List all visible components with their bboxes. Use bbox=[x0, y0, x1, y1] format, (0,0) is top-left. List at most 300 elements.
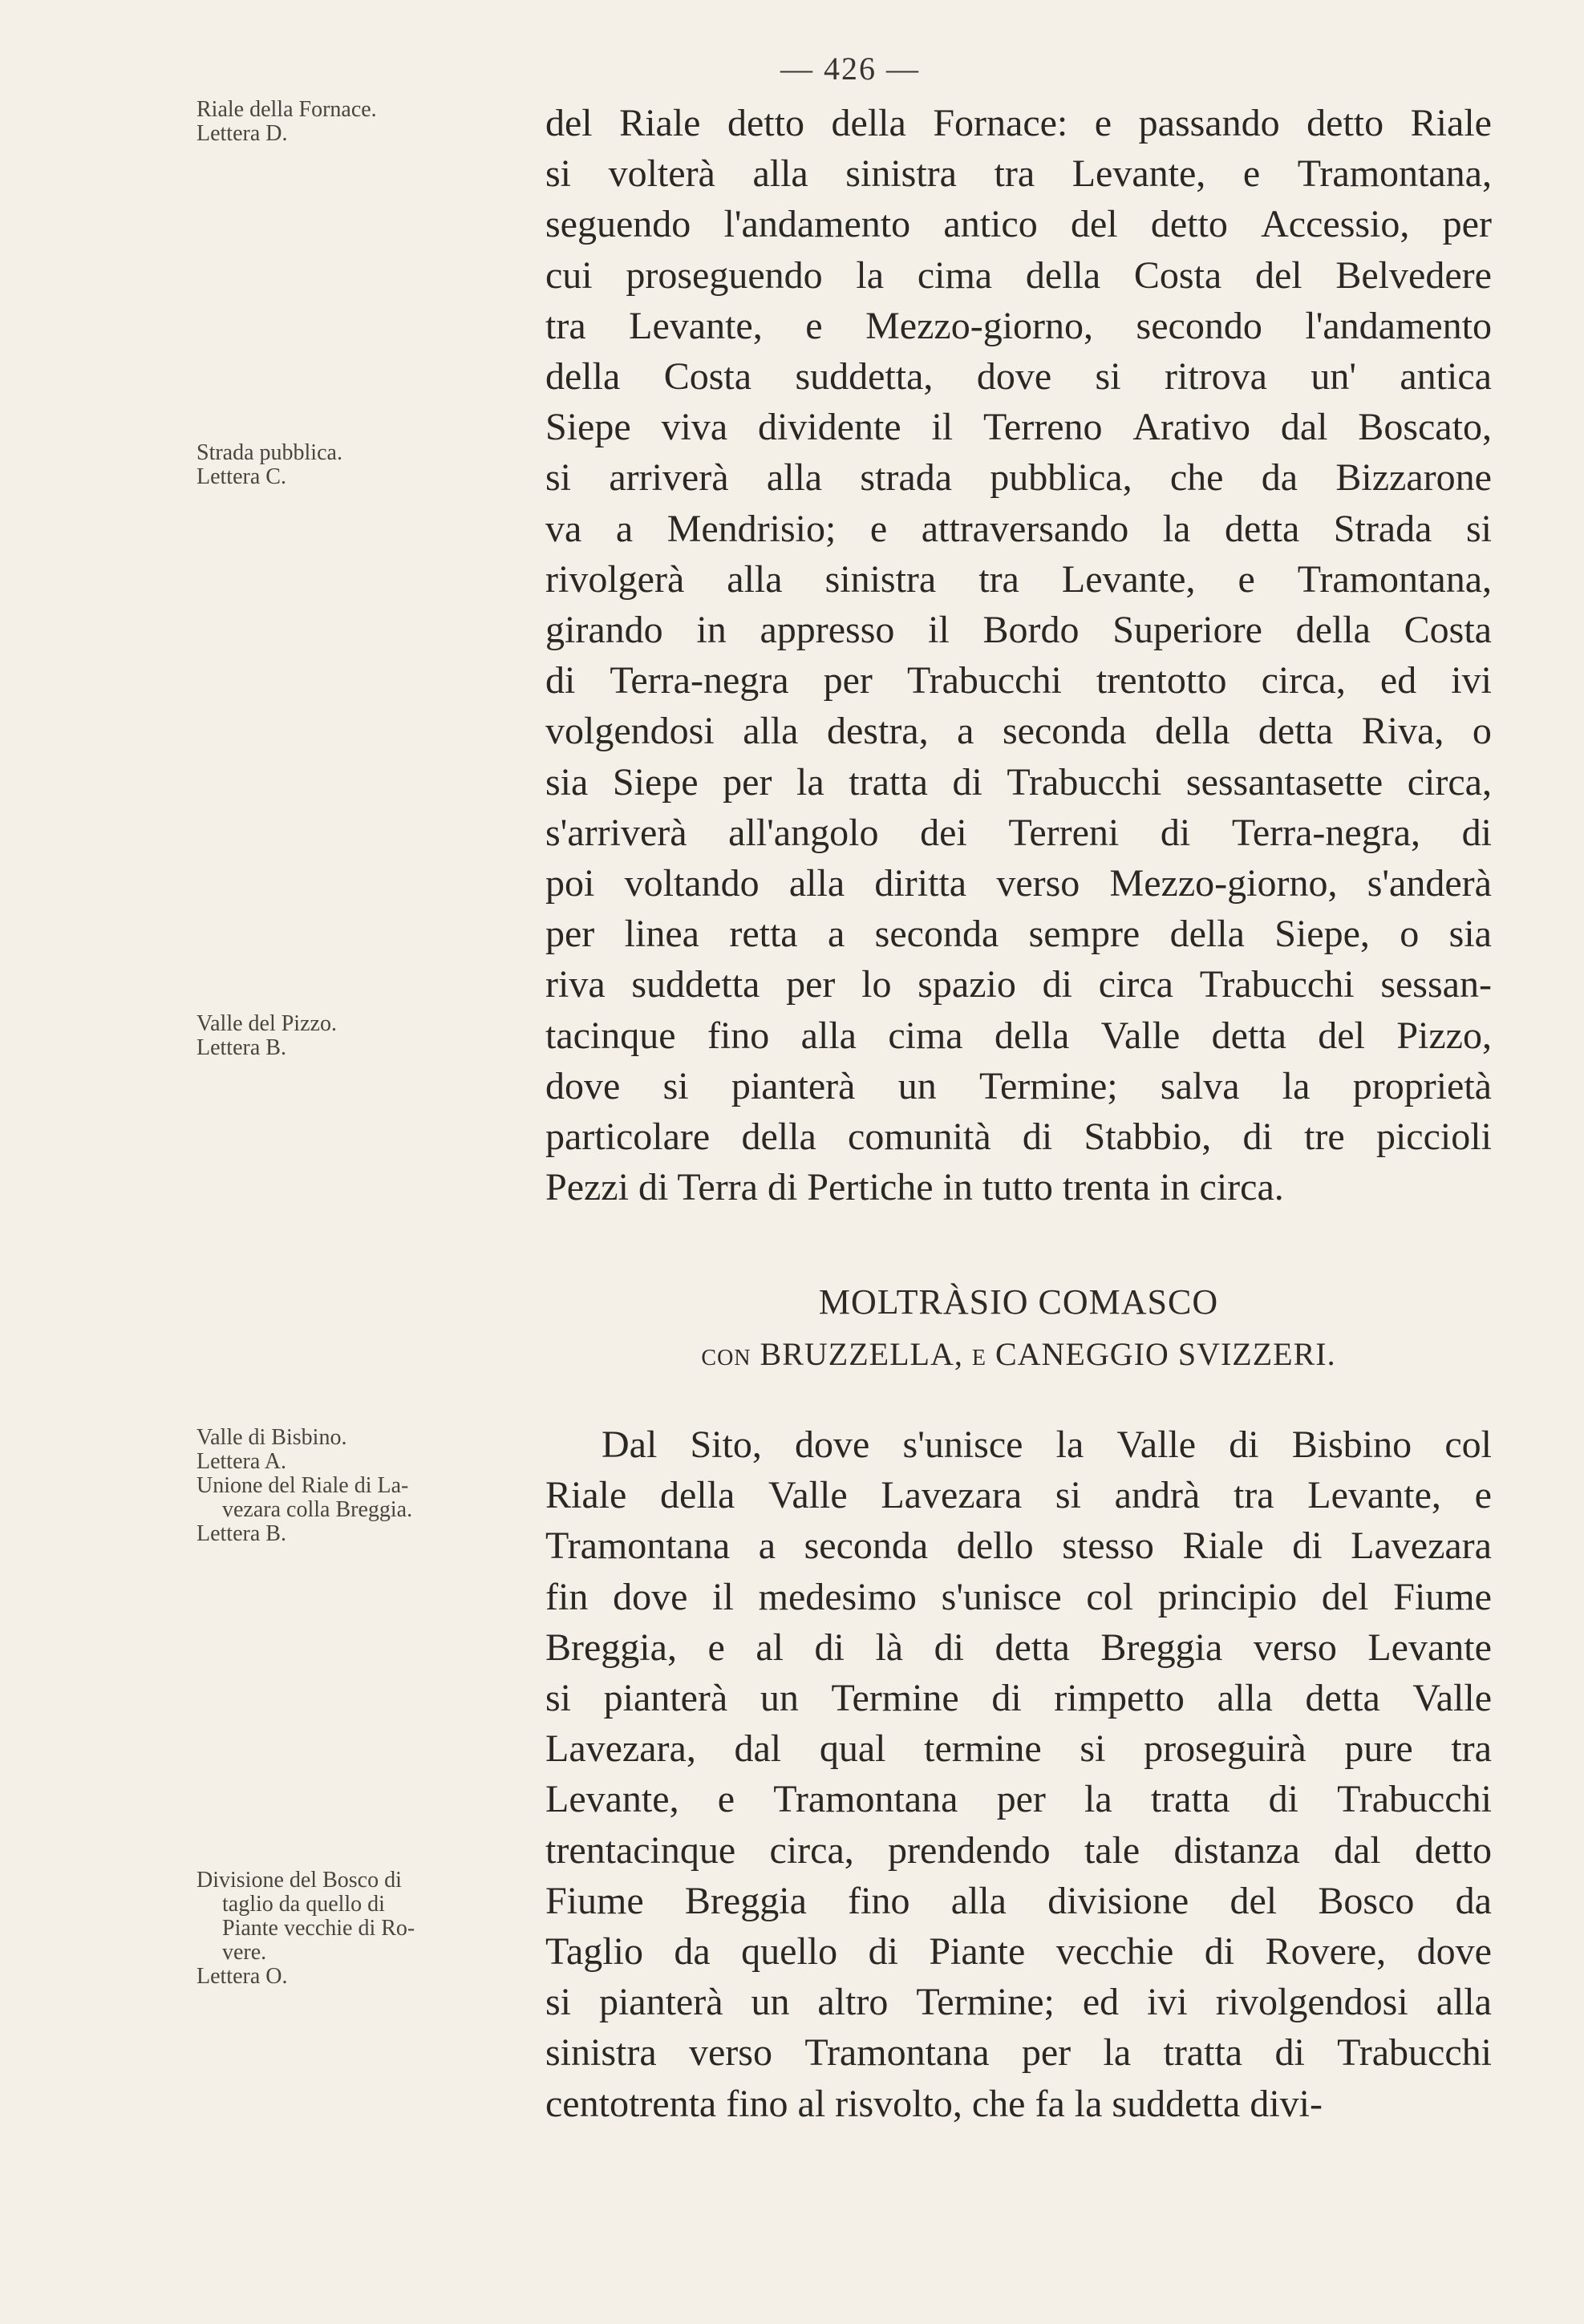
word: Valle bbox=[768, 1474, 848, 1517]
word: seguendo bbox=[545, 203, 691, 246]
word: sempre bbox=[1028, 913, 1140, 956]
text-line bbox=[545, 858, 1492, 909]
text-line bbox=[545, 2027, 1492, 2078]
word: di bbox=[1160, 811, 1191, 854]
word: del bbox=[1230, 1879, 1278, 1922]
word: Riva, bbox=[1361, 710, 1444, 753]
word: Termine; bbox=[916, 1981, 1055, 2024]
text-line: Pezzi di Terra di Pertiche in tutto trenta in circa. bbox=[545, 1166, 1284, 1209]
word: ivi bbox=[1147, 1981, 1188, 2024]
word: va bbox=[545, 507, 582, 550]
text-line bbox=[545, 909, 1492, 959]
word: la bbox=[1055, 1423, 1084, 1466]
word: antica bbox=[1400, 355, 1492, 399]
word: la bbox=[1103, 2031, 1132, 2075]
word: proprietà bbox=[1352, 1064, 1492, 1107]
word: cima bbox=[888, 1014, 963, 1057]
word: e bbox=[1474, 1474, 1492, 1517]
word: circa, bbox=[1261, 659, 1346, 702]
text-line bbox=[545, 1876, 1492, 1926]
word: salva bbox=[1160, 1064, 1240, 1107]
word: poi bbox=[545, 862, 595, 905]
text-line bbox=[545, 351, 1492, 402]
text-line bbox=[545, 250, 1492, 301]
word: distanza bbox=[1173, 1828, 1300, 1872]
word: dove bbox=[613, 1575, 688, 1618]
word: un bbox=[897, 1064, 937, 1107]
margin-note-line: Lettera A. bbox=[196, 1449, 286, 1474]
word: e bbox=[1238, 557, 1255, 601]
word: di bbox=[934, 1626, 964, 1669]
margin-note-line: Valle di Bisbino. bbox=[196, 1425, 347, 1450]
text-line bbox=[545, 148, 1492, 199]
word: ed bbox=[1379, 659, 1417, 702]
word: Bosco bbox=[1318, 1879, 1415, 1922]
word: Mezzo-giorno, bbox=[1109, 862, 1338, 905]
word: Terreno bbox=[982, 406, 1103, 449]
word: dal bbox=[734, 1727, 782, 1771]
word: un' bbox=[1311, 355, 1356, 399]
word: a bbox=[827, 913, 845, 956]
word: l'andamento bbox=[723, 203, 911, 246]
word: il bbox=[712, 1575, 734, 1618]
word: termine bbox=[924, 1727, 1042, 1771]
text-line bbox=[545, 98, 1492, 148]
section-title: MOLTRÀSIO COMASCO bbox=[818, 1282, 1219, 1322]
word: attraversando bbox=[921, 507, 1129, 550]
word: per bbox=[823, 659, 873, 702]
word: riva bbox=[545, 963, 606, 1006]
word: ed bbox=[1082, 1981, 1120, 2024]
word: della bbox=[994, 1014, 1070, 1057]
word: Siepe bbox=[545, 406, 631, 449]
margin-note-line: Riale della Fornace. bbox=[196, 97, 377, 122]
word: si bbox=[1095, 355, 1121, 399]
margin-note-line: Lettera O. bbox=[196, 1964, 288, 1989]
text-line bbox=[545, 1774, 1492, 1824]
word: cui bbox=[545, 253, 593, 297]
margin-note-divisione-bosco bbox=[196, 1869, 509, 1989]
word: si bbox=[545, 1981, 572, 2024]
word: per bbox=[786, 963, 836, 1006]
word: Termine bbox=[831, 1677, 959, 1720]
text-line bbox=[545, 199, 1492, 249]
word: pianterà bbox=[603, 1677, 728, 1720]
word: Stabbio, bbox=[1084, 1115, 1212, 1159]
word: pubblica, bbox=[990, 456, 1132, 500]
word: Trabucchi bbox=[1199, 963, 1355, 1006]
subtitle-con: CON bbox=[701, 1346, 751, 1371]
word: ritrova bbox=[1164, 355, 1267, 399]
word: Tramontana bbox=[804, 2031, 990, 2075]
word: del bbox=[545, 102, 593, 144]
word: spazio bbox=[918, 963, 1016, 1006]
word: della bbox=[1155, 710, 1230, 753]
word: Pizzo, bbox=[1396, 1014, 1492, 1057]
subtitle-e: E bbox=[971, 1346, 986, 1371]
margin-note-line: vere. bbox=[222, 1940, 267, 1965]
word: fin bbox=[545, 1575, 589, 1618]
word: particolare bbox=[545, 1115, 711, 1159]
word: dove bbox=[545, 1064, 621, 1107]
word: Fiume bbox=[1393, 1575, 1492, 1618]
word: pianterà bbox=[598, 1981, 723, 2024]
word: la bbox=[796, 760, 824, 804]
word: di bbox=[1268, 1778, 1298, 1821]
word: qual bbox=[819, 1727, 886, 1771]
word: Terra-negra, bbox=[1231, 811, 1420, 854]
margin-note-line: Lettera D. bbox=[196, 121, 288, 146]
word: per bbox=[996, 1778, 1046, 1821]
section-subtitle bbox=[545, 1335, 1492, 1373]
word: la bbox=[856, 253, 885, 297]
word: del bbox=[1321, 1575, 1369, 1618]
word: Riale bbox=[1410, 102, 1492, 144]
word: e bbox=[1242, 152, 1261, 196]
word: Accessio, bbox=[1261, 203, 1410, 246]
word: Fornace: bbox=[933, 102, 1068, 144]
word: Trabucchi bbox=[1337, 1778, 1492, 1821]
word: Levante, bbox=[545, 1778, 679, 1821]
margin-note-line: Unione del Riale di La- bbox=[196, 1473, 409, 1498]
word: della bbox=[545, 355, 621, 399]
word: alla bbox=[766, 456, 823, 500]
word: Trabucchi bbox=[1337, 2031, 1492, 2075]
text-line bbox=[545, 808, 1492, 858]
word: il bbox=[931, 406, 954, 449]
word: Riale bbox=[619, 102, 701, 144]
word: rimpetto bbox=[1054, 1677, 1185, 1720]
word: e bbox=[869, 507, 888, 550]
word: Riale bbox=[545, 1474, 627, 1517]
text-line bbox=[545, 1926, 1492, 1977]
text-line bbox=[545, 1723, 1492, 1774]
word: detta bbox=[1211, 1014, 1286, 1057]
word: di bbox=[1242, 1115, 1273, 1159]
word: di bbox=[991, 1677, 1022, 1720]
word: da bbox=[674, 1930, 711, 1974]
word: cima bbox=[917, 253, 993, 297]
word: fino bbox=[707, 1014, 770, 1057]
word: della bbox=[1025, 253, 1101, 297]
word: sessan- bbox=[1380, 963, 1492, 1006]
word: Belvedere bbox=[1335, 253, 1492, 297]
word: Termine; bbox=[979, 1064, 1118, 1107]
word: si bbox=[662, 1064, 689, 1107]
text-line bbox=[545, 301, 1492, 351]
word: e bbox=[805, 304, 823, 347]
word: e bbox=[1094, 102, 1112, 144]
word: Riale bbox=[1182, 1524, 1264, 1568]
margin-note-valle-pizzo bbox=[196, 1012, 509, 1060]
margin-note-line: Divisione del Bosco di bbox=[196, 1868, 402, 1893]
word: dove bbox=[976, 355, 1052, 399]
word: alla bbox=[752, 152, 808, 196]
word: dal bbox=[1280, 406, 1328, 449]
word: si bbox=[545, 152, 572, 196]
text-line bbox=[545, 1470, 1492, 1520]
word: Valle bbox=[1116, 1423, 1197, 1466]
word: seconda bbox=[1002, 710, 1127, 753]
word: Siepe, bbox=[1274, 913, 1370, 956]
word: Bordo bbox=[982, 609, 1080, 652]
text-line bbox=[545, 1673, 1492, 1723]
word: alla bbox=[788, 862, 845, 905]
word: s'unisce bbox=[902, 1423, 1023, 1466]
word: detto bbox=[727, 102, 804, 144]
text-line bbox=[545, 1825, 1492, 1876]
word: per bbox=[1021, 2031, 1072, 2075]
word: tratta bbox=[849, 760, 928, 804]
word: verso bbox=[1253, 1626, 1337, 1669]
word: proseguendo bbox=[626, 253, 823, 297]
word: detto bbox=[1415, 1828, 1492, 1872]
word: Levante bbox=[1367, 1626, 1492, 1669]
word: rivolgerà bbox=[545, 557, 685, 601]
word: di bbox=[1022, 1115, 1053, 1159]
word: verso bbox=[996, 862, 1080, 905]
text-line bbox=[545, 1010, 1492, 1061]
word: circa, bbox=[1407, 760, 1492, 804]
margin-note-line: Piante vecchie di Ro- bbox=[222, 1916, 415, 1941]
word: Boscato, bbox=[1358, 406, 1492, 449]
text-line bbox=[545, 1977, 1492, 2027]
word: girando bbox=[545, 609, 663, 652]
word: o bbox=[1472, 710, 1492, 753]
margin-note-line: vezara colla Breggia. bbox=[222, 1497, 413, 1522]
word: suddetta bbox=[631, 963, 760, 1006]
word: linea bbox=[624, 913, 699, 956]
word: da bbox=[1455, 1879, 1492, 1922]
word: Costa bbox=[663, 355, 752, 399]
margin-note-line: Lettera B. bbox=[196, 1521, 286, 1546]
word: di bbox=[868, 1930, 898, 1974]
text-line: centotrenta fino al risvolto, che fa la suddetta divi- bbox=[545, 2082, 1323, 2125]
word: tra bbox=[978, 557, 1019, 601]
word: per bbox=[545, 913, 595, 956]
word: retta bbox=[729, 913, 798, 956]
text-line bbox=[545, 452, 1492, 503]
word: verso bbox=[689, 2031, 772, 2075]
word: tra bbox=[1451, 1727, 1492, 1771]
word: appresso bbox=[760, 609, 895, 652]
word: col bbox=[1444, 1423, 1492, 1466]
word: col bbox=[1086, 1575, 1134, 1618]
word: sinistra bbox=[824, 557, 937, 601]
text-line bbox=[545, 605, 1492, 655]
word: Fiume bbox=[545, 1879, 644, 1922]
word: alla bbox=[727, 557, 783, 601]
word: suddetta, bbox=[795, 355, 934, 399]
word: di bbox=[1204, 1930, 1235, 1974]
word: antico bbox=[943, 203, 1038, 246]
word: di bbox=[1292, 1524, 1323, 1568]
word: del bbox=[1070, 203, 1118, 246]
word: Costa bbox=[1404, 609, 1492, 652]
word: pianterà bbox=[731, 1064, 856, 1107]
word: Dal bbox=[602, 1423, 658, 1466]
word: Breggia bbox=[1100, 1626, 1223, 1669]
word: Trabucchi bbox=[1007, 760, 1162, 804]
word: sinistra bbox=[545, 2031, 657, 2075]
word: sinistra bbox=[845, 152, 957, 196]
word: Tramontana, bbox=[1297, 557, 1492, 601]
word: sessantasette bbox=[1185, 760, 1383, 804]
word: s'arriverà bbox=[545, 811, 687, 854]
text-line bbox=[545, 504, 1492, 554]
word: tale bbox=[1084, 1828, 1140, 1872]
word: del bbox=[1254, 253, 1302, 297]
word: detta bbox=[1258, 710, 1334, 753]
word: di bbox=[814, 1626, 845, 1669]
word: Mendrisio; bbox=[666, 507, 837, 550]
margin-note-riale-fornace bbox=[196, 98, 509, 146]
word: là bbox=[875, 1626, 904, 1669]
word: della bbox=[831, 102, 906, 144]
word: Levante, bbox=[1307, 1474, 1441, 1517]
word: medesimo bbox=[758, 1575, 917, 1618]
word: comunità bbox=[848, 1115, 991, 1159]
word: alla bbox=[1436, 1981, 1492, 2024]
word: stesso bbox=[1062, 1524, 1154, 1568]
word: fino bbox=[848, 1879, 910, 1922]
word: l'andamento bbox=[1305, 304, 1492, 347]
word: la bbox=[1162, 507, 1191, 550]
word: Sito, bbox=[690, 1423, 762, 1466]
word: tratta bbox=[1150, 1778, 1230, 1821]
word: Lavezara bbox=[1351, 1524, 1492, 1568]
word: tre bbox=[1304, 1115, 1345, 1159]
word: si bbox=[1465, 507, 1492, 550]
text-line bbox=[545, 1111, 1492, 1162]
word: tra bbox=[545, 304, 586, 347]
word: il bbox=[928, 609, 950, 652]
word: di bbox=[545, 659, 576, 702]
word: Superiore bbox=[1112, 609, 1262, 652]
word: alla bbox=[800, 1014, 857, 1057]
word: detto bbox=[1306, 102, 1384, 144]
word: diritta bbox=[874, 862, 967, 905]
text-line bbox=[545, 757, 1492, 808]
word: alla bbox=[1217, 1677, 1273, 1720]
word: strada bbox=[860, 456, 952, 500]
word: e bbox=[707, 1626, 725, 1669]
word: Bisbino bbox=[1291, 1423, 1412, 1466]
word: Strada bbox=[1333, 507, 1432, 550]
word: Tramontana bbox=[545, 1524, 731, 1568]
text-line bbox=[545, 1419, 1492, 1470]
word: arriverà bbox=[609, 456, 729, 500]
word: rivolgendosi bbox=[1215, 1981, 1408, 2024]
word: si bbox=[1080, 1727, 1106, 1771]
word: Breggia bbox=[684, 1879, 807, 1922]
word: all'angolo bbox=[728, 811, 879, 854]
word: volterà bbox=[608, 152, 715, 196]
word: Valle bbox=[1100, 1014, 1181, 1057]
word: tacinque bbox=[545, 1014, 676, 1057]
subtitle-caneggio: CANEGGIO SVIZZERI. bbox=[995, 1336, 1336, 1372]
word: dove bbox=[795, 1423, 870, 1466]
word: prendendo bbox=[888, 1828, 1051, 1872]
word: Taglio bbox=[545, 1930, 643, 1974]
word: la bbox=[1084, 1778, 1112, 1821]
margin-note-valle-bisbino bbox=[196, 1426, 509, 1546]
word: Costa bbox=[1133, 253, 1222, 297]
word: al bbox=[756, 1626, 784, 1669]
word: sia bbox=[545, 760, 589, 804]
word: da bbox=[1261, 456, 1298, 500]
word: alla bbox=[743, 710, 799, 753]
word: sia bbox=[1448, 913, 1492, 956]
word: trentacinque bbox=[545, 1828, 736, 1872]
word: del bbox=[1318, 1014, 1365, 1057]
word: della bbox=[741, 1115, 816, 1159]
body-text-second bbox=[545, 1419, 1492, 2129]
word: di bbox=[1461, 811, 1492, 854]
word: Tramontana, bbox=[1297, 152, 1492, 196]
word: trentotto bbox=[1096, 659, 1227, 702]
word: dei bbox=[920, 811, 967, 854]
word: detta bbox=[995, 1626, 1070, 1669]
word: secondo bbox=[1136, 304, 1262, 347]
word: che bbox=[1169, 456, 1224, 500]
word: tratta bbox=[1163, 2031, 1243, 2075]
word: dal bbox=[1334, 1828, 1381, 1872]
word: piccioli bbox=[1375, 1115, 1492, 1159]
text-line bbox=[545, 1061, 1492, 1111]
word: si bbox=[545, 1677, 572, 1720]
margin-note-line: Lettera B. bbox=[196, 1035, 286, 1060]
word: divisione bbox=[1047, 1879, 1189, 1922]
word: Lavezara, bbox=[545, 1727, 696, 1771]
word: di bbox=[952, 760, 982, 804]
word: tra bbox=[994, 152, 1035, 196]
word: alla bbox=[950, 1879, 1007, 1922]
word: Lavezara bbox=[881, 1474, 1023, 1517]
page-number: — 426 — bbox=[780, 51, 920, 87]
word: andrà bbox=[1114, 1474, 1201, 1517]
word: circa, bbox=[769, 1828, 854, 1872]
word: lo bbox=[861, 963, 892, 1006]
word: s'anderà bbox=[1367, 862, 1492, 905]
word: Arativo bbox=[1132, 406, 1250, 449]
word: viva bbox=[661, 406, 728, 449]
margin-note-line: Strada pubblica. bbox=[196, 440, 342, 465]
word: detta bbox=[1305, 1677, 1380, 1720]
word: dividente bbox=[757, 406, 901, 449]
body-text-first bbox=[545, 98, 1492, 1213]
word: s'unisce bbox=[941, 1575, 1062, 1618]
margin-note-line: Lettera C. bbox=[196, 464, 286, 489]
word: a bbox=[615, 507, 634, 550]
word: seconda bbox=[874, 913, 999, 956]
word: Trabucchi bbox=[906, 659, 1062, 702]
word: passando bbox=[1138, 102, 1280, 144]
word: vecchie bbox=[1055, 1930, 1174, 1974]
text-line bbox=[545, 706, 1492, 756]
word: per bbox=[1442, 203, 1492, 246]
word: Piante bbox=[929, 1930, 1026, 1974]
word: destra, bbox=[827, 710, 929, 753]
word: Breggia, bbox=[545, 1626, 677, 1669]
word: dello bbox=[956, 1524, 1034, 1568]
word: detta bbox=[1224, 507, 1300, 550]
word: quello bbox=[741, 1930, 838, 1974]
word: Bizzarone bbox=[1335, 456, 1492, 500]
text-line bbox=[545, 959, 1492, 1010]
word: Valle bbox=[1412, 1677, 1492, 1720]
margin-note-strada-pubblica bbox=[196, 441, 509, 489]
